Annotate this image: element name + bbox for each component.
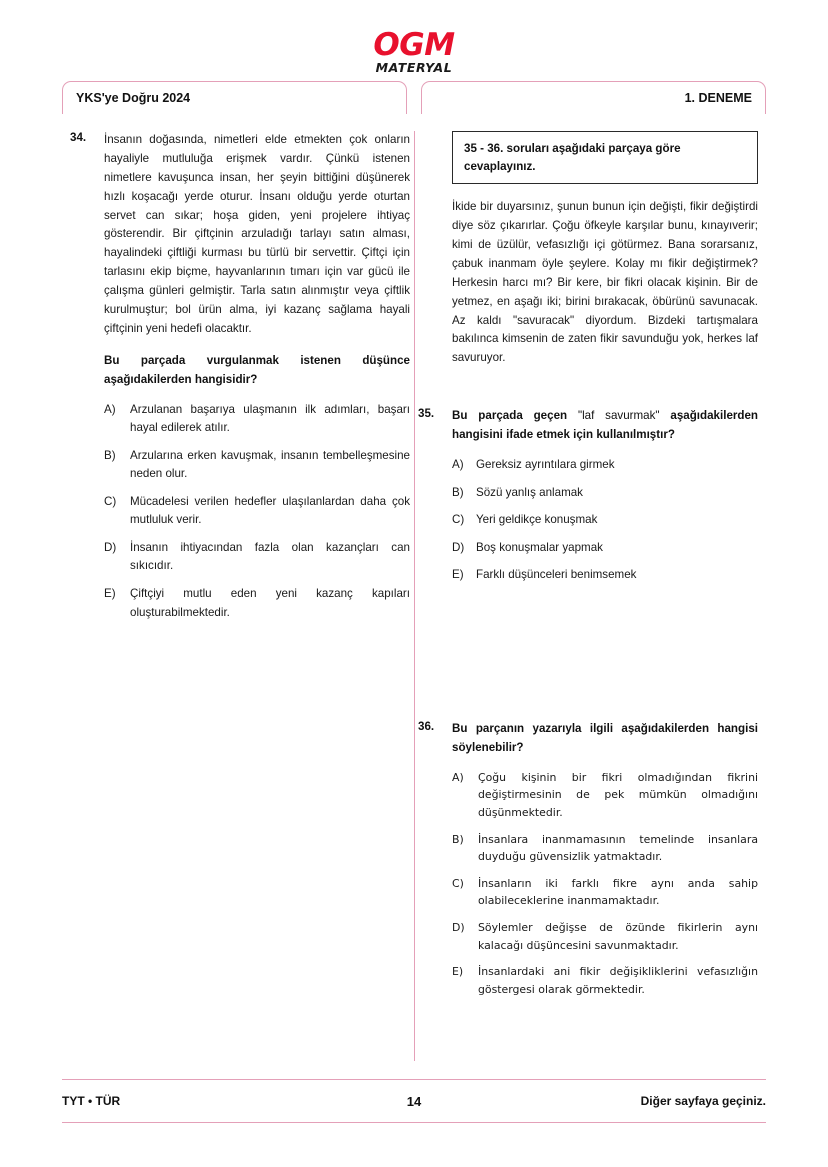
logo-secondary-text: MATERYAL bbox=[375, 60, 453, 75]
option-c[interactable] bbox=[104, 493, 410, 530]
question-35-number: 35. bbox=[418, 407, 435, 421]
option-b-text: İnsanlara inanmamasının temelinde insanlara duyduğu güvensizlik yatmaktadır. bbox=[478, 832, 758, 864]
option-e[interactable] bbox=[452, 566, 758, 585]
left-column bbox=[70, 131, 410, 1061]
spacer bbox=[418, 585, 758, 707]
option-a[interactable] bbox=[452, 769, 758, 822]
option-b-text: Sözü yanlış anlamak bbox=[476, 485, 583, 499]
question-36-stem: Bu parçanın yazarıyla ilgili aşağıdakilerden hangisi söylenebilir? bbox=[452, 721, 758, 754]
option-e-letter: E) bbox=[452, 568, 464, 582]
option-c-text: Mücadelesi verilen hedefler ulaşılanlardan daha çok mutluluk verir. bbox=[130, 494, 410, 527]
question-34-stem: Bu parçada vurgulanmak istenen düşünce aşağıdakilerden hangisidir? bbox=[104, 353, 410, 386]
question-34-number: 34. bbox=[70, 131, 87, 144]
option-c[interactable] bbox=[452, 875, 758, 910]
option-c-text: İnsanların iki farklı fikre aynı anda sahip olabileceklerine inanmamaktadır. bbox=[478, 876, 758, 908]
column-divider bbox=[414, 131, 415, 1061]
option-e[interactable] bbox=[452, 963, 758, 998]
option-b-letter: B) bbox=[452, 832, 464, 846]
footer-subject: TYT • TÜR bbox=[62, 1094, 121, 1108]
footer-next-page-note: Diğer sayfaya geçiniz. bbox=[640, 1094, 766, 1108]
option-b-text: Arzularına erken kavuşmak, insanın tembelleşmesine neden olur. bbox=[130, 448, 410, 481]
option-b-letter: B) bbox=[104, 448, 116, 462]
option-b[interactable] bbox=[452, 831, 758, 866]
question-34-passage: İnsanın doğasında, nimetleri elde etmekten çok onların hayaliyle mutluluğa erişmek vardır. Çünkü istenen nimetlere kavuşunca insan, her şeyin bittiğini düşünerek hızlı koşacağı yerde oturur. İnsanı olduğu yerde oturtan servet can sıkar; hoşa giden, yeni projelere ihtiyaç gösterendir. Bir çiftçinin arzuladığı tarlayı satın alması, hayalindeki çiftliği kurması bu türlü bir servettir. Çiftçi için tarlasını ekip biçme, hayvanlarının tımarı için var gücü ile çalışma günleri gelmiştir. Tarla satın alınmıştır veya çiftlik kurulmuştur; bol ürün alma, iyi kazanç sağlama hayali çiftçinin yeni hedefi olacaktır. bbox=[104, 133, 410, 335]
option-a-letter: A) bbox=[452, 458, 464, 472]
logo-primary-text: OGM bbox=[373, 27, 455, 63]
header-exam-title: YKS'ye Doğru 2024 bbox=[76, 91, 191, 105]
instruction-box: 35 - 36. soruları aşağıdaki parçaya göre cevaplayınız. bbox=[452, 131, 758, 184]
option-d[interactable] bbox=[452, 539, 758, 558]
option-e[interactable] bbox=[104, 585, 410, 622]
right-column bbox=[418, 131, 758, 1061]
footer-top-rule bbox=[62, 1079, 766, 1080]
option-b[interactable] bbox=[452, 484, 758, 503]
option-c-letter: C) bbox=[452, 513, 465, 527]
question-34-options bbox=[104, 401, 410, 622]
shared-passage-group bbox=[452, 131, 758, 368]
header-trial-number: 1. DENEME bbox=[684, 91, 752, 105]
option-a[interactable] bbox=[452, 456, 758, 475]
option-b[interactable] bbox=[104, 447, 410, 484]
option-e-text: Farklı düşünceleri benimsemek bbox=[476, 568, 637, 582]
option-d[interactable] bbox=[104, 539, 410, 576]
option-d[interactable] bbox=[452, 919, 758, 954]
spacer bbox=[418, 368, 758, 394]
page-footer bbox=[62, 1086, 766, 1116]
option-e-text: Çiftçiyi mutlu eden yeni kazanç kapıları oluşturabilmektedir. bbox=[130, 586, 410, 619]
page-content bbox=[62, 131, 766, 1061]
footer-page-number: 14 bbox=[406, 1093, 422, 1109]
question-36-options bbox=[452, 769, 758, 999]
option-b-letter: B) bbox=[452, 485, 464, 499]
header-exam-title-box bbox=[62, 81, 407, 114]
question-35-stem-quoted: "laf savurmak" bbox=[577, 409, 660, 423]
option-d-text: Söylemler değişse de özünde fikirlerin aynı kalacağı düşüncesini savunmaktadır. bbox=[478, 921, 758, 952]
option-e-text: İnsanlardaki ani fikir değişikliklerini vefasızlığın göstergesi olarak görmektedir. bbox=[478, 965, 758, 997]
option-a-text: Arzulanan başarıya ulaşmanın ilk adımları, başarı hayal edilerek atılır. bbox=[130, 402, 410, 435]
header-trial-number-box bbox=[421, 81, 766, 114]
option-d-letter: D) bbox=[104, 540, 117, 554]
page-header bbox=[62, 81, 766, 114]
question-35-stem-after: aşağıdakilerden hangisini ifade etmek için kullanılmıştır? bbox=[452, 409, 759, 442]
option-c-letter: C) bbox=[104, 494, 117, 508]
shared-passage-text: İkide bir duyarsınız, şunun bunun için değişti, fikir değiştirdi diye söz çıkarırlar. Çoğu öfkeyle karşılar bunu, kınayıverir; kimi de üzülür, vefasızlığı içi götürmez. Bana sorarsanız, çabuk inanmam öyle şeylere. Kolay mı fikir değiştirmek? Herkesin harcı mı? Bir kere, bir fikri olacak kişinin. Bir de yetmez, en aşağı iki; birini bırakacak, öbürünü savunacak. Az kaldı "savuracak" diyordum. Bizdeki tartışmalara bakılınca kimsenin de zaten fikir savunduğu yok, herkes laf savuruyor. bbox=[452, 200, 758, 365]
option-d-letter: D) bbox=[452, 540, 465, 554]
option-e-letter: E) bbox=[104, 586, 116, 600]
option-d-text: İnsanın ihtiyacından fazla olan kazançları can sıkıcıdır. bbox=[130, 540, 410, 573]
question-35-options bbox=[452, 456, 758, 585]
question-35-stem bbox=[452, 407, 758, 445]
question-34 bbox=[70, 131, 410, 622]
question-36 bbox=[418, 720, 758, 999]
option-d-letter: D) bbox=[452, 921, 465, 935]
option-c[interactable] bbox=[452, 511, 758, 530]
option-a-letter: A) bbox=[104, 402, 116, 416]
option-a-text: Çoğu kişinin bir fikri olmadığından fikrini değiştirmesinin de pek mümkün olmadığını düşünmektedir. bbox=[478, 770, 758, 819]
option-e-letter: E) bbox=[452, 965, 464, 979]
option-a[interactable] bbox=[104, 401, 410, 438]
option-c-text: Yeri geldikçe konuşmak bbox=[476, 513, 598, 527]
question-36-number: 36. bbox=[418, 719, 435, 733]
option-a-text: Gereksiz ayrıntılara girmek bbox=[476, 458, 615, 472]
option-c-letter: C) bbox=[452, 876, 464, 890]
option-a-letter: A) bbox=[452, 770, 464, 784]
question-35 bbox=[418, 407, 758, 585]
ogm-materyal-logo bbox=[0, 27, 828, 75]
footer-bottom-rule bbox=[62, 1122, 766, 1123]
option-d-text: Boş konuşmalar yapmak bbox=[476, 540, 603, 554]
question-35-stem-before: Bu parçada geçen bbox=[452, 409, 578, 423]
